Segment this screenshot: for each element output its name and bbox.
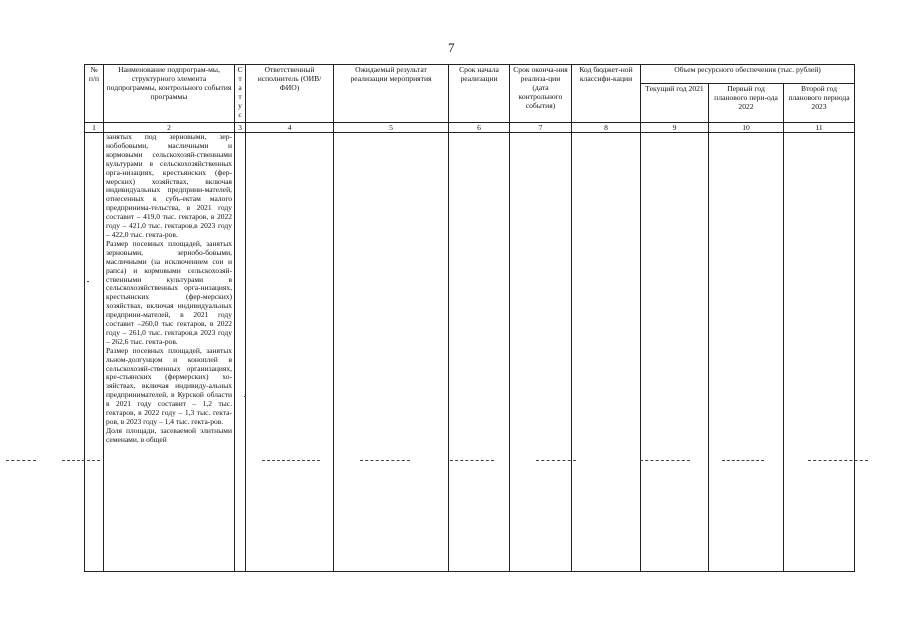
program-table bbox=[84, 64, 855, 572]
scan-dash-line bbox=[450, 460, 494, 461]
scan-dash-line bbox=[722, 460, 764, 461]
scan-speck bbox=[244, 396, 246, 397]
column-number: 10 bbox=[709, 123, 784, 133]
body-cell-status bbox=[235, 133, 246, 572]
header-responsible: Ответственный исполнитель (ОИВ/ФИО) bbox=[246, 65, 334, 123]
body-cell-current-year bbox=[641, 133, 709, 572]
column-number: 2 bbox=[104, 123, 235, 133]
description-paragraph: Размер посевных площадей, занятых зерновыми, зернобо-бовыми, масличными (за исключением сои и рапса) и кормовыми сельскохозяй-ственными культурами в сельскохозяйственных орга-низациях, крестьянских (фер-мерских) хозяйствах, включая индивидуальных предприни-мателей, в 2021 году составит –260,0 тыс гектаров, в 2022 году – 261,0 тыс. гектаров,в 2023 году – 262,6 тыс. гекта-ров. bbox=[106, 238, 232, 346]
column-number: 5 bbox=[334, 123, 449, 133]
header-name: Наименование подпрограм-мы, структурного элемента подпрограммы, контрольного события программы bbox=[104, 65, 235, 123]
scan-speck bbox=[87, 281, 89, 282]
body-row bbox=[85, 133, 855, 572]
body-cell-end bbox=[510, 133, 572, 572]
header-current-year: Текущий год 2021 bbox=[641, 84, 709, 123]
scan-dash-line bbox=[360, 460, 410, 461]
scan-dash-line bbox=[640, 460, 690, 461]
header-no: № п/п bbox=[85, 65, 104, 123]
header-second-plan-year: Второй год планового периода 2023 bbox=[784, 84, 855, 123]
column-number: 11 bbox=[784, 123, 855, 133]
scan-dash-line bbox=[62, 460, 100, 461]
header-first-plan-year: Первый год планового пери-ода 2022 bbox=[709, 84, 784, 123]
body-cell-start bbox=[449, 133, 510, 572]
body-cell-second-plan-year bbox=[784, 133, 855, 572]
scan-dash-line bbox=[6, 460, 36, 461]
column-number: 8 bbox=[572, 123, 641, 133]
scan-dash-line bbox=[536, 460, 576, 461]
column-number: 9 bbox=[641, 123, 709, 133]
column-number: 7 bbox=[510, 123, 572, 133]
scan-dash-line bbox=[262, 460, 320, 461]
body-cell-description bbox=[104, 133, 235, 572]
description-paragraph: Размер посевных площадей, занятых льном-долгунцом и коноплей в сельскохозяй-ственных организациях, кре-стьянских (фермерских) хо-зяйствах, включая индивиду-альных предпринимателей, в Курской области в 2021 году составит – 1,2 тыс. гектаров, в 2022 году – 1,3 тыс. гекта-ров, в 2023 году – 1,4 тыс. гекта-ров. bbox=[106, 345, 232, 426]
header-budget-code: Код бюджет-ной классифи-кации bbox=[572, 65, 641, 123]
column-number: 4 bbox=[246, 123, 334, 133]
description-paragraph: Доля площади, засеваемой элитными семенами, в общей bbox=[106, 425, 232, 444]
body-cell-responsible bbox=[246, 133, 334, 572]
body-cell-expected bbox=[334, 133, 449, 572]
scan-dash-line bbox=[808, 460, 868, 461]
description-paragraph: занятых под зерновыми, зер-нобобовыми, масличными и кормовыми сельскохозяй-ственными культурами в сельскохозяйственных орга-низациях, крестьянских (фер-мерских) хозяйствах, включая индивидуальных предприни-мателей, отнесенных к субъ-ектам малого предпринима-тельства, в 2021 году составит – 419,0 тыс. гектаров, в 2022 году – 421,0 тыс. гектаров,в 2023 году – 422,0 тыс. гекта-ров. bbox=[106, 132, 232, 239]
body-cell-budget-code bbox=[572, 133, 641, 572]
page-number: 7 bbox=[448, 40, 455, 55]
header-start-date: Срок начала реализации bbox=[449, 65, 510, 123]
column-number: 1 bbox=[85, 123, 104, 133]
column-number: 3 bbox=[235, 123, 246, 133]
column-number-row bbox=[85, 123, 855, 133]
description-text bbox=[106, 133, 232, 445]
header-status: С т а т у с bbox=[235, 65, 246, 123]
body-cell-first-plan-year bbox=[709, 133, 784, 572]
header-resources: Объем ресурсного обеспечения (тыс. рублей) bbox=[641, 65, 855, 84]
header-end-date: Срок оконча-ния реализа-ции (дата контрольного события) bbox=[510, 65, 572, 123]
header-row-1 bbox=[85, 65, 855, 84]
body-cell-no bbox=[85, 133, 104, 572]
column-number: 6 bbox=[449, 123, 510, 133]
header-expected-result: Ожидаемый результат реализации мероприятия bbox=[334, 65, 449, 123]
